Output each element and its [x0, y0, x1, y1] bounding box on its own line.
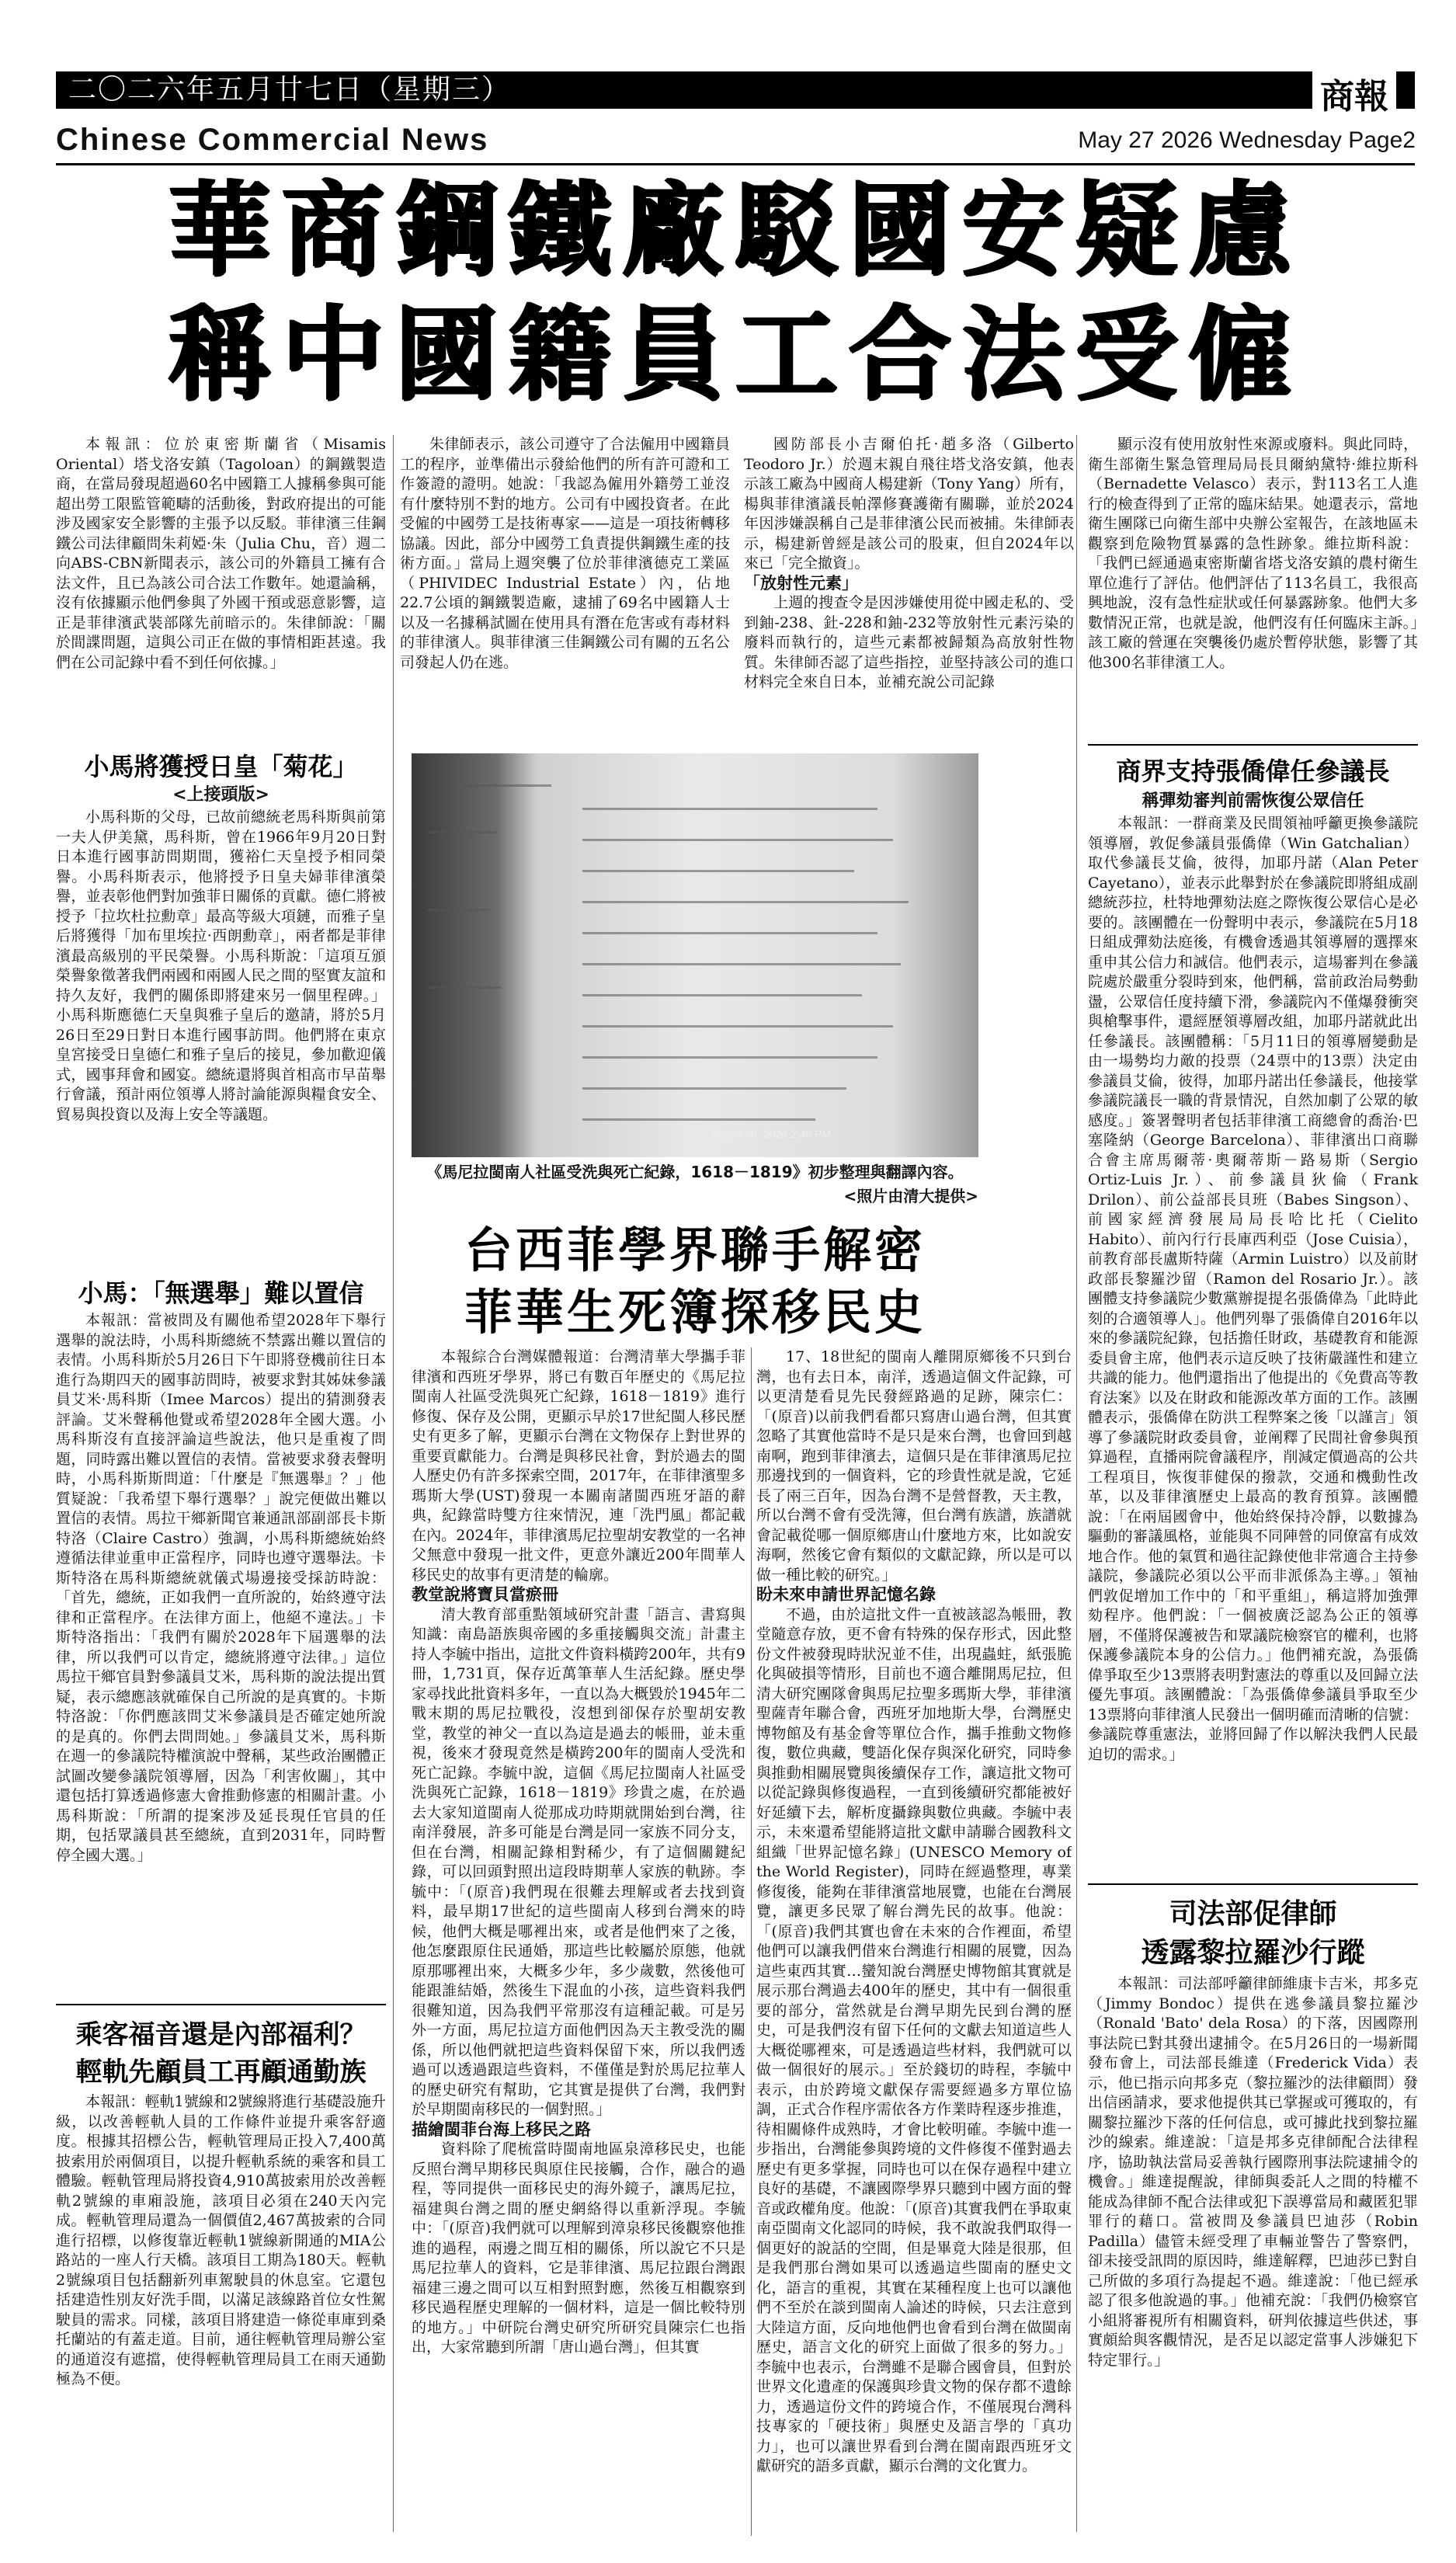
- story-title-gatchalian: 商界支持張僑偉任參議長: [1116, 756, 1390, 786]
- photo-timestamp: March 26, 2026 2:48 PM: [711, 1128, 831, 1140]
- story-title-lawyer-line2: 透露黎拉羅沙行蹤: [1141, 1937, 1365, 1969]
- story-subtitle-marcos-award: <上接頭版>: [172, 785, 269, 805]
- photo-credit: <照片由清大提供>: [843, 1187, 978, 1205]
- column-rule: [751, 1348, 752, 2536]
- subheading-radioactive: 「放射性元素」: [744, 573, 858, 593]
- subheading-migration-route: 描繪閩菲台海上移民之路: [412, 2120, 591, 2139]
- date-chinese: 二〇二六年五月廿七日（星期三）: [68, 74, 512, 106]
- subheading-memory-register: 盼未來申請世界記憶名錄: [756, 1585, 936, 1604]
- section-rule: [1088, 744, 1418, 746]
- newspaper-logo: 商報: [1312, 68, 1396, 118]
- section-rule: [1088, 1883, 1418, 1885]
- story-title-lrt-line1: 乘客福音還是內部福利？: [75, 2019, 367, 2050]
- column-rule: [393, 435, 394, 2532]
- lead-story-col2: 朱律師表示，該公司遵守了合法僱用中國籍員工的程序，並準備出示發給他們的所有許可證和工作簽證的證明。她說：「我認為僱用外籍勞工並沒有什麼特別不對的地方。公司有中國投資者。在此受僱的中國勞工是技術專家——這是一項技術轉移協議。因此，部分中國勞工負責提供鋼鐵生產的技術方面。」當局上週突襲了位於菲律濱德克工業區（PHIVIDEC Industrial Estate）內，佔地22.7公頃的鋼鐵製造廠，逮捕了69名中國籍人士以及一名據稱試圖在使用具有潛在危害或有毒材料的菲律濱人。與菲律濱三佳鋼鐵公司有關的五名公司發起人仍在逃。: [400, 436, 730, 671]
- subheading-ledger: 教堂說將寶貝當瘀冊: [412, 1585, 558, 1604]
- center-story-col-b: 17、18世紀的閩南人離開原鄉後不只到台灣，也有去日本，南洋，透過這個文件記錄，可以更清楚看見先民發經路過的足跡，陳宗仁：「(原音)以前我們看都只寫唐山過台灣，但其實忽略了其實他當時不是只是來台灣，也會回到越南啊，跑到菲律濱去，這個只是在菲律濱馬尼拉那邊找到的一個資料，它的珍貴性就是說，它延長了兩三百年，因為台灣不是營督教，天主教，所以台灣不會有受洗簿，但台灣有族譜，族譜就會記載從哪一個原鄉唐山什麼地方來，比如說安海啊，然後它會有類似的文獻記錄，所以是可以做一種比較的研究。」 盼未來申請世界記憶名錄 不過，由於這批文件一直被該認為帳冊，教堂隨意存放，更不會有特殊的保存形式，因此整份文件被發現時狀況並不佳，出現蟲蛀，紙張脆化與破損等情形，目前也不適合離開馬尼拉，但清大研究團隊會與馬尼拉聖多瑪斯大學，菲律濱聖薩青年聯合會，西班牙加地斯大學，台灣歷史博物館及有基金會等單位合作，攜手推動文物修復，數位典藏，雙語化保存與深化研究，同時參與推動相關展覽與後續保存工作，讓這批文物可以從記錄與修復過程，一直到後續研究都能被好好延續下去，解析度攝錄與數位典藏。李毓中表示，未來還希望能將這批文獻申請聯合國教科文組織「世界記憶名錄」(UNESCO Memory of the World Register)，同時在經過整理，專業修復後，能夠在菲律濱當地展覽，也能在台灣展覽，讓更多民眾了解台灣先民的故事。他說：「(原音)我們其實也會在未來的合作裡面，希望他們可以讓我們借來台灣進行相關的展覽，因為這些東西其實…蠻知說台灣歷史博物館其實就是展示那台灣過去400年的歷史，其中有一個很重要的部分，當然就是台灣早期先民到台灣的歷史，可是我們沒有留下任何的文獻去知道這些人大概從哪裡來，可是透過這些材料，我們就可以做一個很好的展示。」至於錢切的時程，李毓中表示，由於跨境文獻保存需要經過多方單位協調，正式合作程序需依各方作業時程逐步推進，待相關條件成熟時，才會比較明確。李毓中進一步指出，台灣能參與跨境的文件修復不僅對過去歷史有更多掌握，同時也可以在保存過程中建立良好的基礎，不讓國際學界只聽到中國方面的聲音或政權角度。他說：「(原音)其實我們在爭取東南亞閩南文化認同的時候，我不敢說我們取得一個更好的說話的空間，但是畢竟大陸是很那，但是我們那台灣如果可以透過這些閩南的歷史文化，語言的重視，其實在某種程度上也可以讓他們不至於在談到閩南人論述的時候，只去注意到大陸這方面，反向地他們也會看到台灣在做閩南歷史，語言文化的研究上面做了很多的努力。」李毓中也表示，台灣雖不是聯合國會員，但對於世界文化遺產的保護與珍貴文物的保存都不遺餘力，透過這份文件的跨境合作，不僅展現台灣科技專家的「硬技術」與歷史及語言學的「真功力」，也可以讓世界看到台灣在閩南跟西班牙文獻研究的語多貢獻，顯示台灣的文化實力。: [756, 1348, 1072, 2474]
- archive-document-photo: [412, 753, 978, 1157]
- photo-caption: 《馬尼拉閩南人社區受洗與死亡紀錄，1618－1819》初步整理與翻譯內容。: [426, 1163, 964, 1181]
- story-body-lawyer: 本報訊：司法部呼籲律師維康卡吉米，邦多克（Jimmy Bondoc）提供在逃參議員黎拉羅沙（Ronald 'Bato' dela Rosa）的下落，因國際刑事法院已對其發出逮捕令。在5月26日的一場新聞發布會上，司法部長維達（Frederick Vida）表示，他已指示向邦多克（黎拉羅沙的法律顧問）發出信函請求，要求他提供其已掌握或可獲取的，有關黎拉羅沙下落的任何信息，或可據此找到黎拉羅沙的線索。維達說：「這是邦多克律師配合法律程序，協助執法當局妥善執行國際刑事法院逮捕令的機會。」維達提醒說，律師與委託人之間的特權不能成為律師不配合法律或犯下誤導當局和藏匿犯罪罪行的藉口。當被問及參議員巴迪莎（Robin Padilla）儘管未經受理了車輛並警告了警察們，卻未接受訊問的原因時，維達解釋，巴迪莎已對自己所做的多項行為提起不過。維達說：「他已經承認了很多他說過的事。」他補充說：「我們仍檢察官小組將審視所有相關資料，研判依據這些供述，事實頗給與客觀情況，是否足以認定當事人涉嫌犯下特定罪行。」: [1088, 1975, 1418, 2369]
- story-title-no-election: 小馬：「無選舉」難以置信: [78, 1278, 364, 1308]
- story-subtitle-gatchalian: 稱彈劾審判前需恢復公眾信任: [1142, 791, 1364, 811]
- lead-headline-line2: 稱中國籍員工合法受僱: [169, 295, 1302, 415]
- center-story-col-a: 本報綜合台灣媒體報道：台灣清華大學攜手菲律濱和西班牙學界，將已有數百年歷史的《馬尼拉閩南人社區受洗與死亡紀錄，1618－1819》進行修復、保存及公開，更顯示早於17世紀閩人移民歷史有更多了解，更顯示台灣在文物保存上對世界的重要貢獻能力。台灣是與移民社會，對於過去的閩人歷史仍有許多探索空間，2017年，在菲律濱聖多瑪斯大學(UST)發現一本關南諸閩西班牙語的辭典，紀錄當時雙方往來情況，連「洗門風」都記載在內。2024年，菲律濱馬尼拉聖胡安教堂的一名神父無意中發現一批文件，更意外讓近200年間華人移民史的故事有更清楚的輪廓。 教堂說將寶貝當瘀冊 清大教育部重點領域研究計畫「語言、書寫與知識：南島語族與帝國的多重接觸與交流」計畫主持人李毓中指出，這批文件資料橫跨200年，共有9冊，1,731頁，保存近萬筆華人生活紀錄。歷史學家尋找此批資料多年，一直以為大概毀於1945年二戰末期的馬尼拉戰役，沒想到卻保存於聖胡安教堂，教堂的神父一直以為這是過去的帳冊，並未重視，後來才發現竟然是橫跨200年的閩南人受洗和死亡記錄。李毓中說，這個《馬尼拉閩南人社區受洗與死亡記錄，1618－1819》珍貴之處，在於過去大家知道閩南人從那成功時期就開始到台灣，往南洋發展，許多可能是台灣是同一家族不同分支，但在台灣，相關記錄相對稀少，有了這個關鍵紀錄，可以回頭對照出這段時期華人家族的軌跡。李毓中：「(原音)我們現在很難去理解或者去找到資料，最早期17世紀的這些閩南人移到台灣來的時候，他們大概是哪裡出來，或者是他們來了之後，他怎麼跟原住民通婚，那這些比較屬於原態，他就原那哪裡出來，大概多少年，多少歲數，然後他可能跟誰結婚，然後生下混血的小孩，這些資料我們很難知道，因為我們平常那沒有這種記載。可是另外一方面，馬尼拉這方面他們因為天主教受洗的關係，所以他們就把這些資料保留下來，所以我們透過可以透過跟這些資料，不僅僅是對於馬尼拉華人的歷史研究有幫助，它其實是提供了台灣，我們對於早期閩南移民的一個對照。」 描繪閩菲台海上移民之路 資料除了爬梳當時閩南地區泉漳移民史，也能反照台灣早期移民與原住民接觸，合作，融合的過程，等同提供一面移民史的海外鏡子，讓馬尼拉，福建與台灣之間的歷史網絡得以重新浮現。李毓中：「(原音)我們就可以理解到漳泉移民後觀察他推進的過程，兩邊之間互相的關係，所以說它不只是馬尼拉華人的資料，它是菲律濱、馬尼拉跟台灣跟福建三邊之間可以互相對照對應，然後互相觀察到移民過程歷史理解的一個材料，這是一個比較特別的地方。」中研院台灣史研究所研究員陳宗仁也指出，大家常聽到所謂「唐山過台灣」，但其實: [412, 1348, 745, 2356]
- story-body-marcos-award: 小馬科斯的父母，已故前總統老馬科斯與前第一夫人伊美黛，馬科斯，曾在1966年9月20日對日本進行國事訪問期間，獲裕仁天皇授予相同榮譽。小馬科斯表示，他將授予日皇夫婦菲律濱榮譽，並表彰他們對加強菲日關係的貢獻。德仁將被授予「拉坎杜拉勳章」最高等級大項鏈，而雅子皇后將獲得「加布里埃拉·西朗勳章」，兩者都是菲律濱最高級別的平民榮譽。小馬科斯說：「這項互頒榮譽象徵著我們兩國和兩國人民之間的堅實友誼和持久友好，我們的關係即將建來另一個里程碑。」小馬科斯應德仁天皇與雅子皇后的邀請，將於5月26日至29日對日本進行國事訪問。他們將在東京皇宮接受日皇德仁和雅子皇后的接見，參加歡迎儀式，國事拜會和國宴。總統還將與首相高市早苗舉行會議，預計兩位領導人將討論能源與糧食安全、貿易與投資以及海上安全等議題。: [56, 809, 386, 1123]
- center-headline-line1: 台西菲學界聯手解密: [464, 1222, 926, 1278]
- story-title-marcos-award: 小馬將獲授日皇「菊花」: [84, 752, 358, 781]
- date-english: May 27 2026 Wednesday Page2: [1078, 127, 1416, 153]
- lead-story-col3: 國防部長小吉爾伯托·趙多洛（Gilberto Teodoro Jr.）於週末親自飛往塔戈洛安鎮，他表示該工廠為中國商人楊建新（Tony Yang）所有，楊與菲律濱議長帕澤修賽護衛有關聯，並於2024年因涉嫌誤稱自己是菲律濱公民而被捕。朱律師表示，楊建新曾經是該公司的股東，但自2024年以來已「完全撤資」。 「放射性元素」 上週的搜查令是因涉嫌使用從中國走私的、受到鈾-238、釷-228和鈾-232等放射性元素污染的廢料而執行的，這些元素都被歸類為高放射性物質。朱律師否認了這些指控，並堅持該公司的進口材料完全來自日本，並補充說公司記錄: [744, 436, 1074, 690]
- lead-headline-line1: 華商鋼鐵廠駁國安疑慮: [169, 171, 1302, 290]
- newspaper-name: Chinese Commercial News: [56, 123, 489, 157]
- column-rule: [1076, 435, 1077, 2532]
- story-title-lawyer-line1: 司法部促律師: [1169, 1898, 1337, 1930]
- center-headline-line2: 菲華生死簿探移民史: [464, 1284, 926, 1341]
- story-body-no-election: 本報訊：當被問及有關他希望2028年下舉行選舉的說法時，小馬科斯總統不禁露出難以置信的表情。小馬科斯於5月26日下午即將登機前往日本進行為期四天的國事訪問時，被要求對其姊妹參議員艾米·馬科斯（Imee Marcos）提出的猜測發表評論。艾米聲稱他覺或希望2028年全國大選。小馬科斯沒有直接評論這些說法，他只是重複了問題，同時露出難以置信的表情。當被要求發表聲明時，小馬科斯斯問道：「什麼是『無選舉』？」他質疑說：「我希望下舉行選舉？」說完便做出難以置信的表情。馬拉干鄉新聞官兼通訊部副部長卡斯特洛（Claire Castro）強調，小馬科斯總統始終遵循法律並重申正當程序，同時也遵守選舉法。卡斯特洛在馬科斯總統就儀式場邊接受採訪時說：「首先，總統，正如我們一直所說的，始終遵守法律和正當程序。在法律方面上，他絕不違法。」卡斯特洛指出：「我們有關於2028年下屆選舉的法律，所以我們可以肯定，總統將遵守法律。」這位馬拉干鄉官員對參議員艾米，馬科斯的說法提出質疑，表示總應該就確保自己所說的是真實的。卡斯特洛說：「你們應該問艾米參議員是否確定她所說的是真的。你們去問問她。」參議員艾米，馬科斯在週一的參議院特權演說中聲稱，某些政治團體正試圖改變參議院領導層，因為「利害攸關」，其中還包括打算透過修憲大會推動修憲的相關計畫。小馬科斯說：「所謂的提案涉及延長現任官員的任期，包括眾議員甚至總統，直到2031年，同時暫停全國大選。」: [56, 1312, 386, 1864]
- lead-story-col1: 本報訊：位於東密斯蘭省（Misamis Oriental）塔戈洛安鎮（Tagoloan）的鋼鐵製造商，在當局發現超過60名中國籍工人據稱參與可能超出勞工限監管範疇的活動後，對政府提出的可能涉及國家安全影響的主張予以反駁。菲律濱三佳鋼鐵公司法律顧問朱莉婭·朱（Julia Chu，音）週二向ABS-CBN新聞表示，該公司的外籍員工擁有合法文件，且已為該公司合法工作數年。她還論稱，沒有依據顯示他們參與了外國干預或惡意影響，這正是菲律濱武裝部隊先前暗示的。朱律師說：「關於間諜問題，這與公司正在做的事情相距甚遠。我們在公司記錄中看不到任何依據。」: [56, 436, 386, 671]
- lead-story-col4: 顯示沒有使用放射性來源或廢料。與此同時，衛生部衛生緊急管理局局長貝爾納黛特·維拉斯科（Bernadette Velasco）表示，對113名工人進行的檢查得到了正常的臨床結果。她還表示，當地衛生團隊已向衛生部中央辦公室報告，在該地區未觀察到危險物質暴露的急性跡象。維拉斯科說：「我們已經通過東密斯蘭省塔戈洛安鎮的農村衛生單位進行了評估。他們評估了113名員工，我很高興地說，沒有急性症狀或任何暴露跡象。他們大多數情況正常，也就是說，他們沒有任何臨床主訴。」該工廠的營運在突襲後仍處於暫停狀態，影響了其他300名菲律濱工人。: [1088, 436, 1418, 671]
- masthead-rule: [56, 163, 1415, 165]
- section-rule: [56, 2004, 386, 2005]
- story-body-lrt: 本報訊：輕軌1號線和2號線將進行基礎設施升級，以改善輕軌人員的工作條件並提升乘客舒適度。根據其招標公告，輕軌管理局正投入7,400萬披索用於兩個項目，以提升輕軌系統的乘客和員工體驗。輕軌管理局將投資4,910萬披索用於改善輕軌2號線的車廂設施，該項目必須在240天內完成。輕軌管理局還為一個價值2,467萬披索的合同進行招標，以修復靠近輕軌1號線新開通的MIA公路站的一座人行天橋。該項目工期為180天。輕軌2號線項目包括翻新列車駕駛員的休息室。它還包括建造性別友好洗手間，以滿足該線路首位女性駕駛員的需求。同樣，該項目將建造一條從車庫到桑托蘭站的有蓋走道。目前，通往輕軌管理局辦公室的通道沒有遮擋，使得輕軌管理局員工在雨天通勤極為不便。: [56, 2093, 386, 2387]
- story-body-gatchalian: 本報訊：一群商業及民間領袖呼籲更換參議院領導層，敦促參議員張僑偉（Win Gatchalian）取代參議長艾倫，彼得，加耶丹諾（Alan Peter Cayetano），並表示此舉對於在參議院即將組成副總統莎拉，杜特地彈劾法庭之際恢復公眾信心是必要的。該團體在一份聲明中表示，參議院在5月18日組成彈劾法庭後，有機會透過其領導層的選擇來重申其公信力和誠信。他們表示，這場審判在參議院處於嚴重分裂時到來，他們稱，當前政治局勢動盪，公眾信任度持續下滑，參議院內不僅爆發衝突與槍擊事件，還經歷領導層改組，加耶丹諾就此出任參議長。該團體稱：「5月11日的領導層變動是由一場勢均力敵的投票（24票中的13票）決定由參議員艾倫，彼得，加耶丹諾出任參議長，他接掌參議院議長一職的背景情況，自然加劇了公眾的敏感度。」簽署聲明者包括菲律濱工商總會的喬治·巴塞隆納（George Barcelona）、菲律濱出口商聯合會主席馬爾蒂·奧爾蒂斯－路易斯（Sergio Ortiz-Luis Jr.）、前參議員狄倫（Frank Drilon）、前公益部長貝班（Babes Singson）、前國家經濟發展局局長哈比托（Cielito Habito）、前內行行長庫西利亞（Jose Cuisia），前教育部長盧斯特薩（Armin Luistro）以及前財政部長黎羅沙留（Ramon del Rosario Jr.）。該團體支持參議院少數黨辦提提名張僑偉為「此時此刻的合適領導人」。他們列舉了張僑偉自2016年以來的參議院紀錄，包括擔任財政，基礎教育和能源委員會主席，他們表示這反映了技術嚴謹性和建立共識的能力。他們還指出了他提出的《免費高等教育法案》以及在財政和能源改革方面的工作。該團體表示，張僑偉在防洪工程弊案之後「以謹言」領導了參議院財政委員會，並阐釋了民間社會參與預算過程，直播兩院會議程序，削減定價過高的公共工程項目，恢復菲健保的撥款，交通和機動性改革，以及菲律濱歷史上最高的教育預算。該團體說：「在兩屆國會中，他始終保持冷靜，以數據為驅動的審議風格，並能與不同陣營的同僚富有成效地合作。他的氣質和過往記錄使他非常適合主持參議院，參議院必須以公平而非派係為主導。」領袖們敦促增加工作中的「和平重組」，稱這將加強彈劾程序。他們說：「一個被廣泛認為公正的領導層，不僅將保護被告和眾議院檢察官的權利，也將保護參議院本身的公信力。」他們補充說，為張僑偉爭取至少13票將表明對憲法的尊重以及回歸立法優先事項。該團體說：「為張僑偉參議員爭取至少13票將向菲律濱人民發出一個明確而清晰的信號：參議院尊重憲法，並將回歸了作以解決我們人民最迫切的需求。」: [1088, 815, 1418, 1763]
- story-title-lrt-line2: 輕軌先顧員工再顧通勤族: [75, 2057, 367, 2088]
